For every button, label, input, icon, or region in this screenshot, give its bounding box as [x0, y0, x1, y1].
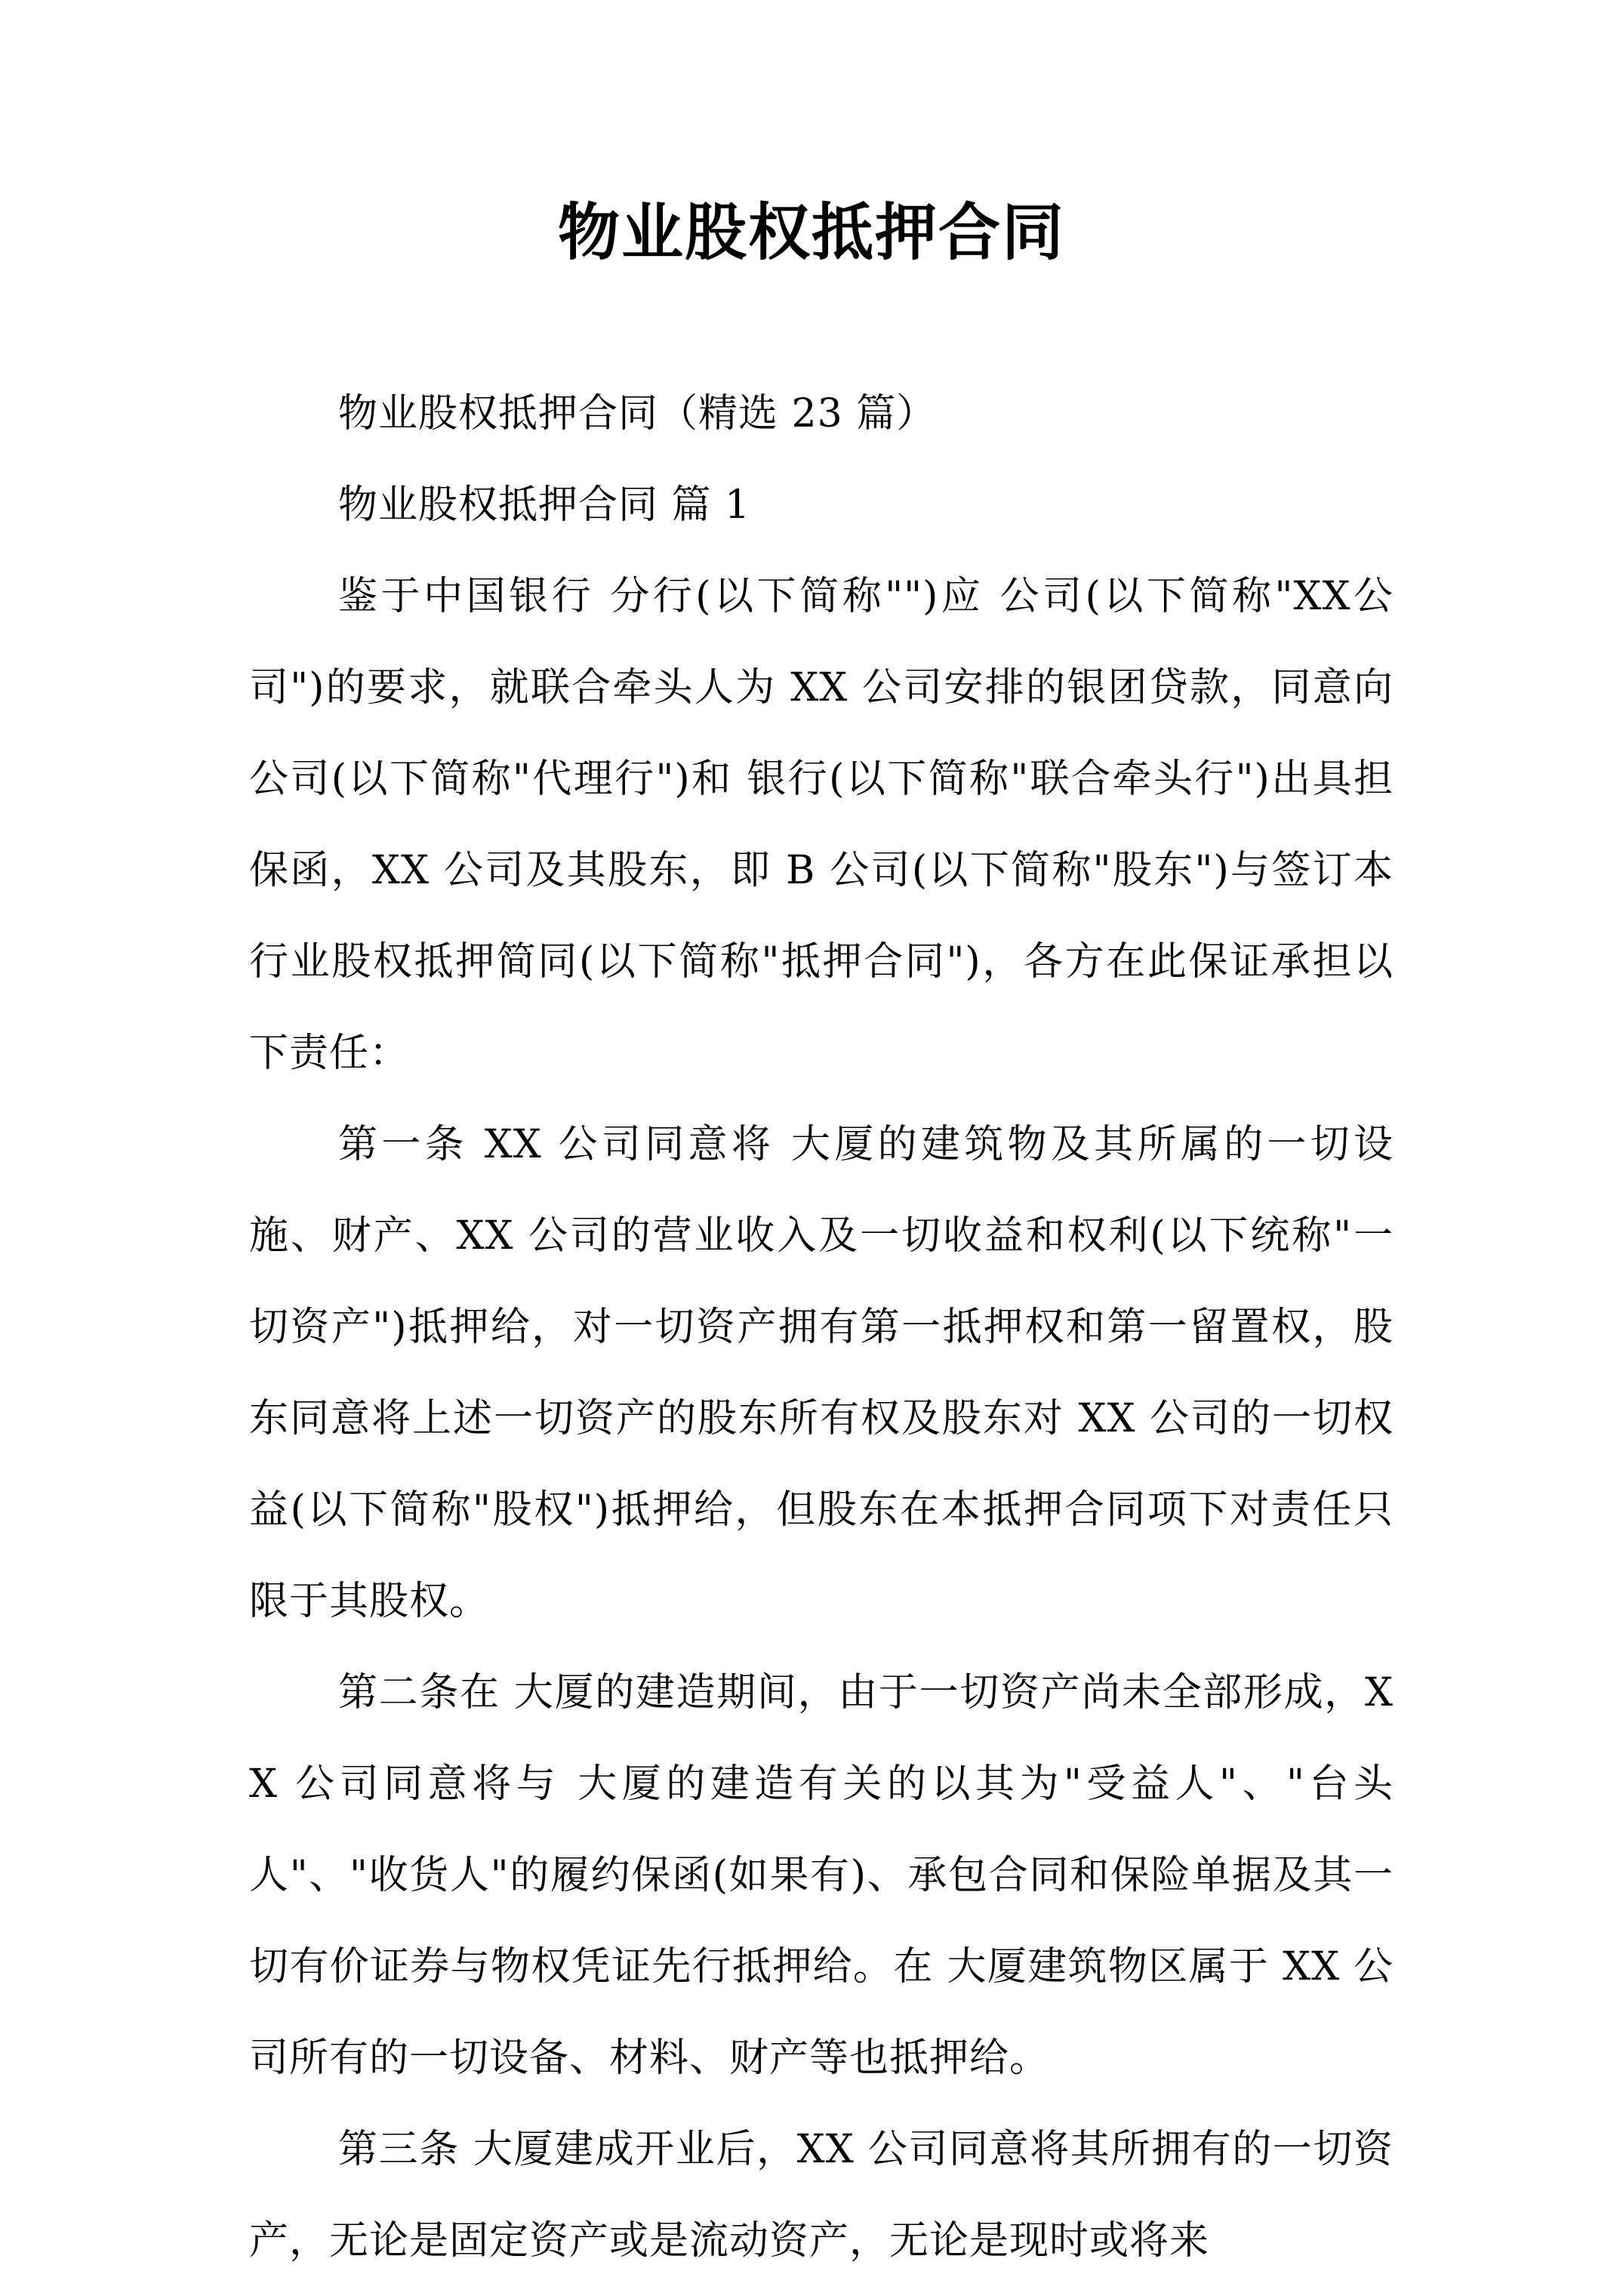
document-title: 物业股权抵押合同	[557, 196, 1065, 269]
article-3-paragraph: 第三条 大厦建成开业后，XX 公司同意将其所拥有的一切资产，无论是固定资产或是流动资产，无论是现时或将来	[249, 2127, 1394, 2264]
article-1-paragraph: 第一条 XX 公司同意将 大厦的建筑物及其所属的一切设施、财产、XX 公司的营业收入及一切收益和权利(以下统称"一切资产")抵押给，对一切资产拥有第一抵押权和第一留置权，股东同意将上述一切资产的股东所有权及股东对 XX 公司的一切权益(以下简称"股权")抵押给，但股东在本抵押合同项下对责任只限于其股权。	[249, 1122, 1394, 1624]
section-heading: 物业股权抵押合同 篇 1	[338, 482, 751, 528]
article-2-paragraph: 第二条在 大厦的建造期间，由于一切资产尚未全部形成，XX 公司同意将与 大厦的建造有关的以其为"受益人"、"台头人"、"收货人"的履约保函(如果有)、承包合同和保险单据及其一切有价证券与物权凭证先行抵押给。在 大厦建筑物区属于 XX 公司所有的一切设备、材料、财产等也抵押给。	[249, 1670, 1394, 2081]
document-body	[249, 368, 1394, 2287]
preamble-paragraph: 鉴于中国银行 分行(以下简称"")应 公司(以下简称"XX公司")的要求，就联合牵头人为 XX 公司安排的银团贷款，同意向 公司(以下简称"代理行")和 银行(以下简称"联合牵头行")出具担保函，XX 公司及其股东，即 B 公司(以下简称"股东")与签订本行业股权抵押简同(以下简称"抵押合同")，各方在此保证承担以下责任：	[249, 574, 1394, 1076]
subtitle-paragraph: 物业股权抵押合同（精选 23 篇）	[338, 391, 937, 436]
